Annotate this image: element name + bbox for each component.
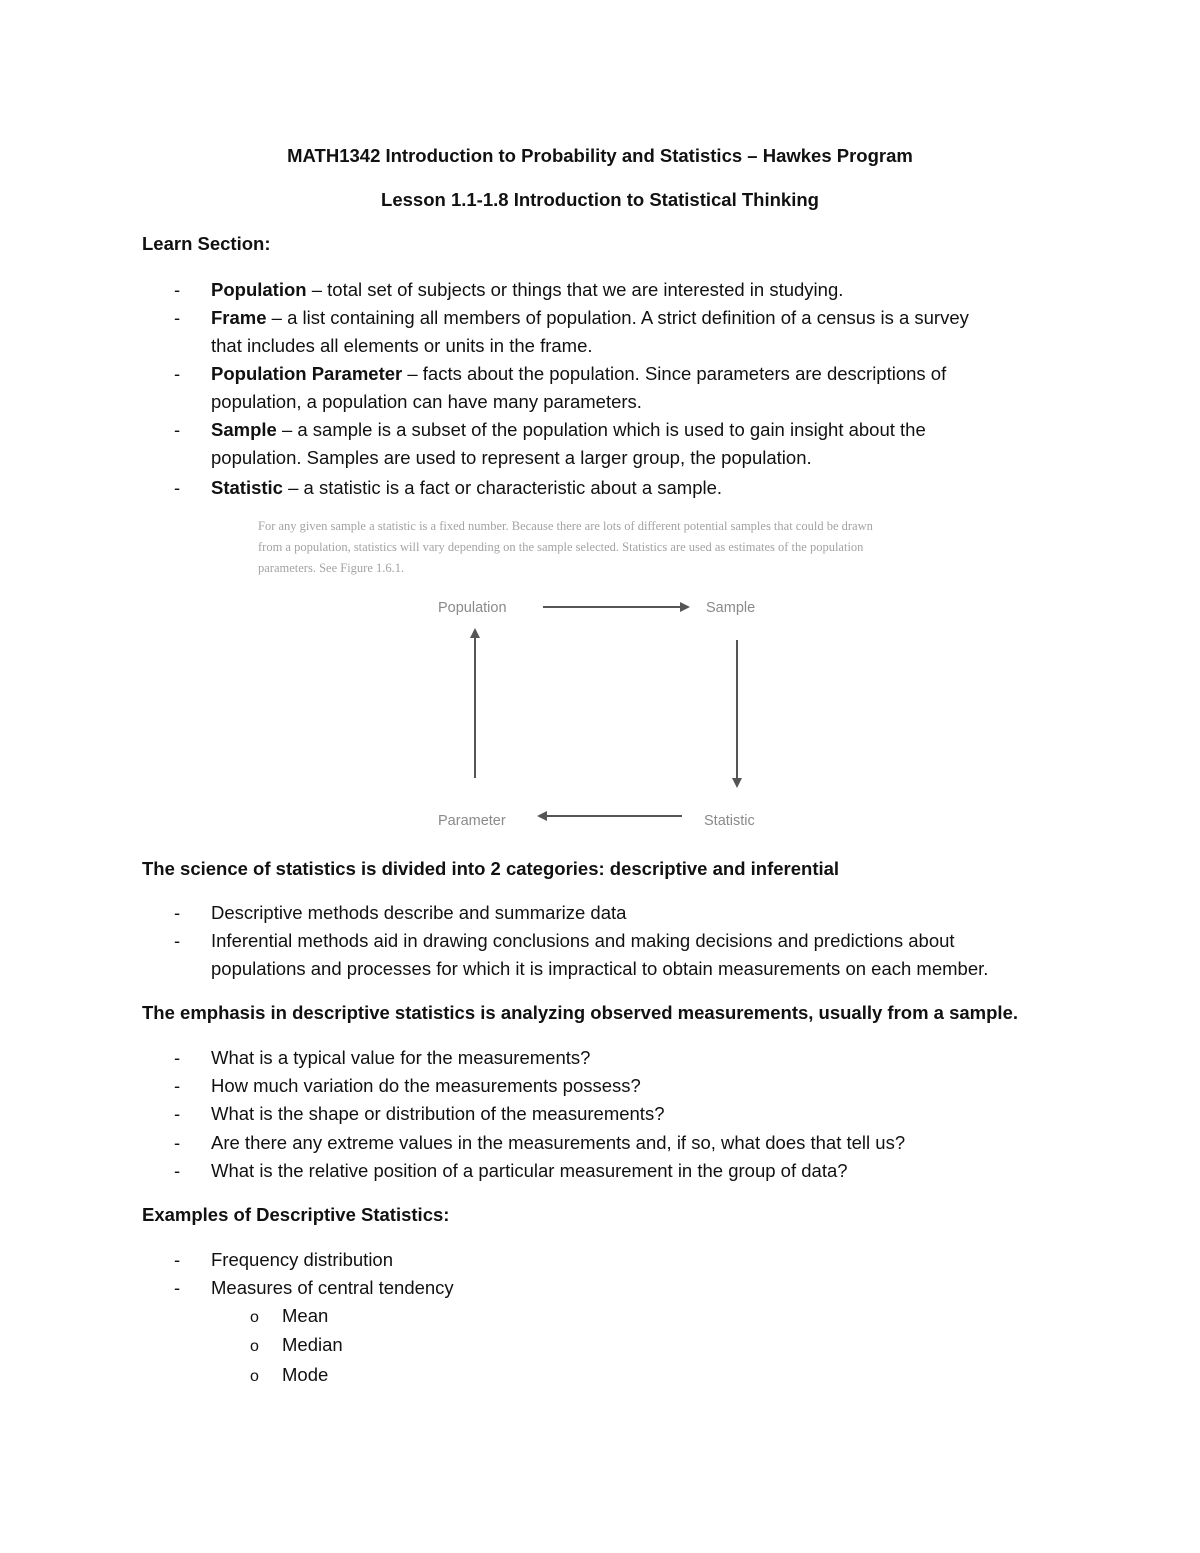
list-item: Inferential methods aid in drawing conclusions and making decisions and predictions about <box>211 930 955 951</box>
list-item-continued: populations and processes for which it is impractical to obtain measurements on each member. <box>211 958 989 979</box>
term-definition: – total set of subjects or things that we are interested in studying. <box>306 279 844 300</box>
list-bullet: - <box>174 477 181 498</box>
list-bullet: - <box>174 1103 181 1124</box>
excerpt-line: from a population, statistics will vary depending on the sample selected. Statistics are used as estimates of the population <box>258 540 864 554</box>
list-bullet: - <box>174 1075 181 1096</box>
list-bullet: - <box>174 1132 181 1153</box>
list-bullet: - <box>174 419 181 440</box>
emphasis-heading: The emphasis in descriptive statistics is analyzing observed measurements, usually from a sample. <box>142 1002 1019 1023</box>
term-name: Population <box>211 279 307 300</box>
list-item: Frequency distribution <box>211 1249 394 1270</box>
learn-section-heading: Learn Section: <box>142 233 271 254</box>
list-bullet: - <box>174 1160 181 1181</box>
list-bullet: - <box>174 1047 181 1068</box>
sub-bullet: o <box>250 1309 259 1326</box>
sub-bullet: o <box>250 1368 259 1385</box>
list-item: What is the shape or distribution of the measurements? <box>211 1103 665 1124</box>
diagram-node-population: Population <box>438 600 507 616</box>
course-title: MATH1342 Introduction to Probability and Statistics – Hawkes Program <box>287 145 913 166</box>
term-definition: – facts about the population. Since parameters are descriptions of <box>402 363 947 384</box>
term-definition: – a sample is a subset of the population which is used to gain insight about the <box>276 419 926 440</box>
list-bullet: - <box>174 279 181 300</box>
excerpt-line: parameters. See Figure 1.6.1. <box>258 561 405 575</box>
lesson-title: Lesson 1.1-1.8 Introduction to Statistical Thinking <box>381 189 819 210</box>
examples-heading: Examples of Descriptive Statistics: <box>142 1204 450 1225</box>
term-name: Statistic <box>211 477 283 498</box>
sub-list-item: Mode <box>282 1364 329 1385</box>
term-name: Sample <box>211 419 277 440</box>
term-frame-continued: that includes all elements or units in the frame. <box>211 335 593 356</box>
sub-list-item: Median <box>282 1334 343 1355</box>
list-bullet: - <box>174 307 181 328</box>
excerpt-line: For any given sample a statistic is a fixed number. Because there are lots of different potential samples that could be drawn <box>258 519 873 533</box>
list-item: Are there any extreme values in the measurements and, if so, what does that tell us? <box>211 1132 906 1153</box>
sub-list-item: Mean <box>282 1305 329 1326</box>
diagram-node-sample: Sample <box>706 600 756 616</box>
list-bullet: - <box>174 930 181 951</box>
list-bullet: - <box>174 1277 181 1298</box>
list-item: What is the relative position of a particular measurement in the group of data? <box>211 1160 848 1181</box>
list-item: Descriptive methods describe and summarize data <box>211 902 627 923</box>
term-name: Frame <box>211 307 267 328</box>
categories-heading: The science of statistics is divided into 2 categories: descriptive and inferential <box>142 858 840 879</box>
diagram-node-statistic: Statistic <box>704 813 755 829</box>
term-definition: – a statistic is a fact or characteristic about a sample. <box>282 477 723 498</box>
list-bullet: - <box>174 902 181 923</box>
sub-bullet: o <box>250 1338 259 1355</box>
list-item: How much variation do the measurements possess? <box>211 1075 641 1096</box>
list-item: Measures of central tendency <box>211 1277 454 1298</box>
term-sample-continued: population. Samples are used to represent a larger group, the population. <box>211 447 812 468</box>
diagram-node-parameter: Parameter <box>438 813 506 829</box>
term-name: Population Parameter <box>211 363 403 384</box>
list-item: What is a typical value for the measurements? <box>211 1047 591 1068</box>
list-bullet: - <box>174 1249 181 1270</box>
term-definition: – a list containing all members of population. A strict definition of a census is a survey <box>266 307 969 328</box>
term-population-parameter-continued: population, a population can have many parameters. <box>211 391 642 412</box>
list-bullet: - <box>174 363 181 384</box>
